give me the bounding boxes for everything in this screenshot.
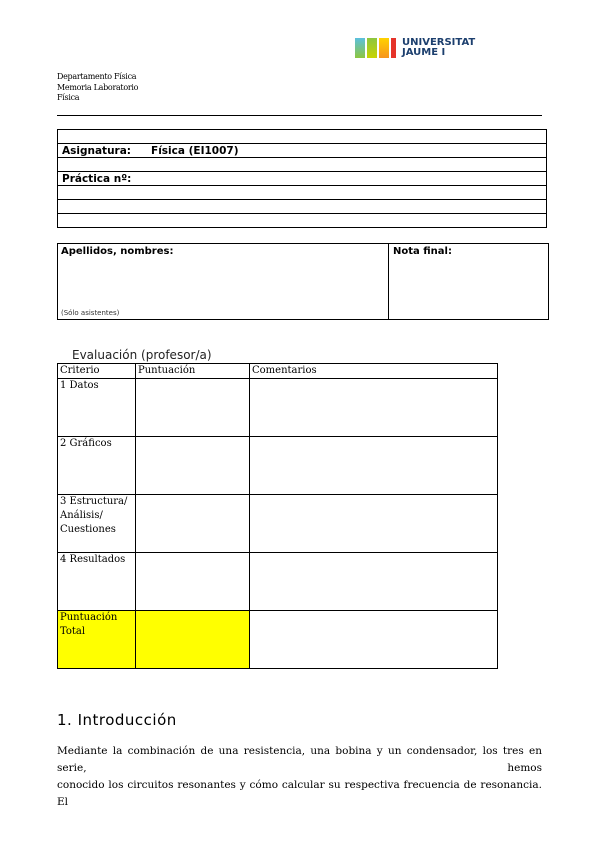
header-divider bbox=[57, 115, 542, 116]
asignatura-value: Física (EI1007) bbox=[151, 144, 239, 157]
attendees-note: (Sólo asistentes) bbox=[61, 309, 120, 317]
section-heading: 1. Introducción bbox=[57, 711, 177, 729]
practica-label: Práctica nº: bbox=[58, 172, 547, 186]
criterion-cell: 2 Gráficos bbox=[58, 437, 136, 495]
total-cell: Puntuación Total bbox=[58, 611, 136, 669]
student-box bbox=[57, 243, 549, 320]
total-score-cell bbox=[136, 611, 250, 669]
criterion-cell: 1 Datos bbox=[58, 379, 136, 437]
header-criterio: Criterio bbox=[58, 364, 136, 379]
asignatura-label: Asignatura: bbox=[62, 144, 132, 157]
logo-line1: UNIVERSITAT bbox=[402, 37, 476, 48]
header-puntuacion: Puntuación bbox=[136, 364, 250, 379]
header-subject: Física bbox=[57, 93, 80, 102]
criterion-cell: 4 Resultados bbox=[58, 553, 136, 611]
evaluation-table bbox=[57, 363, 498, 669]
header-memoria: Memoria Laboratorio bbox=[57, 82, 139, 92]
section-body bbox=[57, 743, 542, 811]
header-comentarios: Comentarios bbox=[250, 364, 498, 379]
name-label: Apellidos, nombres: bbox=[61, 246, 174, 257]
evaluation-title: Evaluación (profesor/a) bbox=[72, 348, 212, 362]
grade-label: Nota final: bbox=[393, 246, 452, 257]
criterion-cell: 3 Estructura/ Análisis/ Cuestiones bbox=[58, 495, 136, 553]
header-department: Departamento Física bbox=[57, 72, 137, 81]
uji-logo bbox=[355, 36, 480, 60]
course-table bbox=[57, 129, 547, 228]
logo-line2: JAUME I bbox=[402, 47, 446, 58]
body-line: Mediante la combinación de una resistencia, una bobina y un condensador, los tres en serie, hemos bbox=[57, 745, 542, 774]
page-header bbox=[57, 72, 138, 104]
body-line: conocido los circuitos resonantes y cómo calcular su respectiva frecuencia de resonancia. El bbox=[57, 779, 542, 808]
